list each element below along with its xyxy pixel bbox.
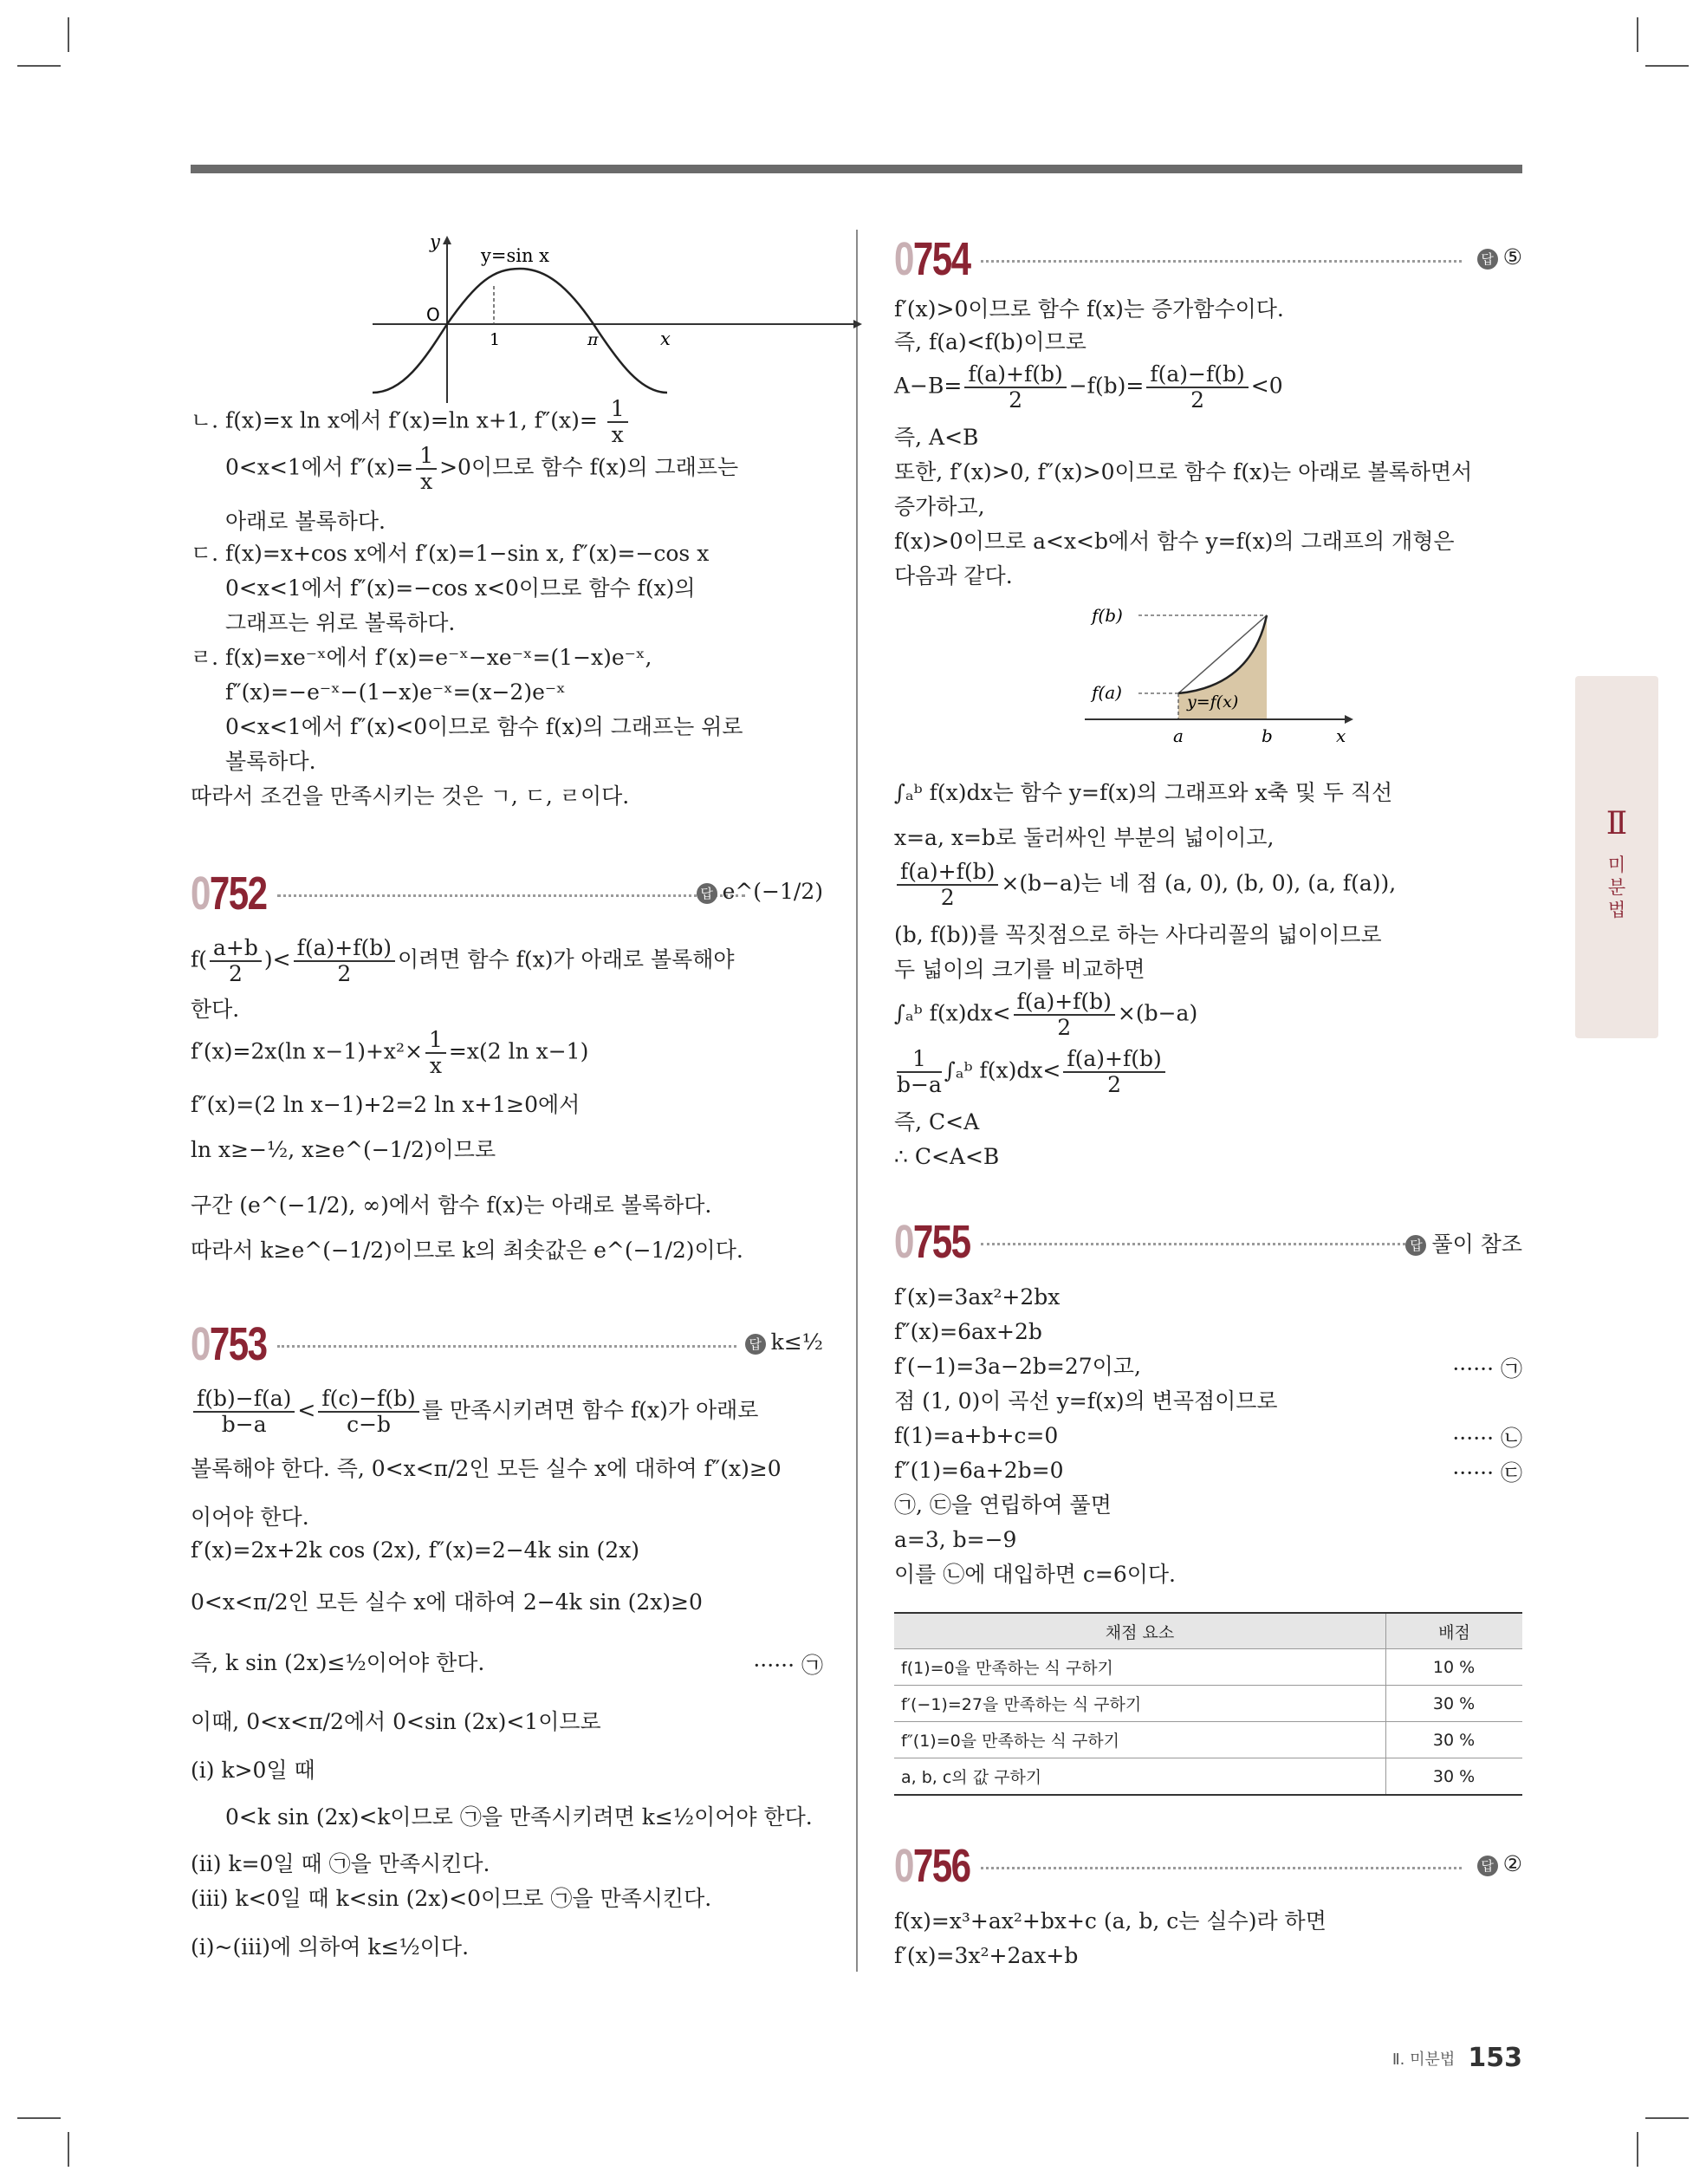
answer: 답 k≤½ <box>745 1329 823 1355</box>
text-line: 즉, k sin (2x)≤½이어야 한다. <box>191 1650 485 1675</box>
text-line: ∫ₐᵇ f(x)dx는 함수 y=f(x)의 그래프와 x축 및 두 직선 <box>894 780 1393 805</box>
dotted-leader <box>277 1345 736 1348</box>
answer-mark-icon: 답 <box>697 883 717 904</box>
table-cell: f(1)=0을 만족하는 식 구하기 <box>894 1649 1386 1686</box>
problem-number: 0752 <box>191 868 267 920</box>
equation-marker: ······ ㉠ <box>1452 1356 1522 1381</box>
text-line: f(x)=x³+ax²+bx+c (a, b, c는 실수)라 하면 <box>894 1908 1327 1934</box>
answer-mark-icon: 답 <box>1405 1235 1426 1256</box>
dotted-leader <box>981 260 1462 263</box>
crop-mark <box>68 17 69 52</box>
equation-marker: ······ ㉡ <box>1452 1426 1522 1451</box>
answer: 답 ② <box>1477 1851 1522 1876</box>
table-row <box>894 1758 1522 1796</box>
table-row <box>894 1686 1522 1722</box>
fraction: $\frac{f(a)+f(b)}{2}$ <box>294 936 395 986</box>
graph-curve-label: y=f(x) <box>1187 692 1239 712</box>
crop-mark <box>17 65 61 67</box>
answer-mark-icon: 답 <box>1477 249 1498 270</box>
header-rule <box>191 165 1522 173</box>
answer-mark-icon: 답 <box>1477 1856 1498 1876</box>
graph-curve-label: y=sin x <box>481 245 549 266</box>
answer: 답 ⑤ <box>1477 244 1522 270</box>
text-line: 볼록하다. <box>225 749 316 774</box>
graph-x-label: x <box>1336 725 1346 746</box>
text-line: 0<x<π/2인 모든 실수 x에 대하여 2−4k sin (2x)≥0 <box>191 1589 703 1615</box>
crop-mark <box>1637 2132 1638 2167</box>
text-line: ∴ C<A<B <box>894 1144 1000 1169</box>
problem-header-0755 <box>894 1215 1522 1271</box>
graph-fb-label: f(b) <box>1092 605 1123 626</box>
text-line: f′(x)=2x+2k cos (2x), f″(x)=2−4k sin (2x) <box>191 1537 640 1563</box>
text-line: ㄷ. f(x)=x+cos x에서 f′(x)=1−sin x, f″(x)=−cos x <box>191 541 710 566</box>
text-line: 따라서 조건을 만족시키는 것은 ㄱ, ㄷ, ㄹ이다. <box>191 783 630 809</box>
text-line: f(x)>0이므로 a<x<b에서 함수 y=f(x)의 그래프의 개형은 <box>894 529 1455 554</box>
problem-header-0752 <box>191 867 823 922</box>
fraction: $\frac{f(b)-f(a)}{b-a}$ <box>193 1387 295 1437</box>
fraction: $\frac{f(c)-f(b)}{c-b}$ <box>318 1387 418 1437</box>
crop-mark <box>1645 2117 1689 2119</box>
text-line: 그래프는 위로 볼록하다. <box>225 610 456 635</box>
fraction: $\frac{1}{x}$ <box>416 444 437 494</box>
graph-b-label: b <box>1262 725 1273 746</box>
text-line: (ⅱ) k=0일 때 ㉠을 만족시킨다. <box>191 1851 490 1876</box>
text-line: 즉, C<A <box>894 1109 980 1134</box>
text-line: 0<x<1에서 f″(x)= $\frac{1}{x}$ >0이므로 함수 f(x)의 그래프는 <box>225 443 739 494</box>
table-cell: 30 % <box>1386 1686 1523 1722</box>
fraction: $\frac{f(a)+f(b)}{2}$ <box>1063 1047 1164 1097</box>
text-line: f′(x)=3x²+2ax+b <box>894 1943 1079 1968</box>
text-line: 0<x<1에서 f″(x)=−cos x<0이므로 함수 f(x)의 <box>225 575 696 601</box>
text-line: ㄴ. f(x)=x ln x에서 f′(x)=ln x+1, f″(x)= $\frac{1}{x}$ <box>191 397 631 447</box>
dotted-leader <box>277 894 745 897</box>
fraction: $\frac{f(a)+f(b)}{2}$ <box>964 362 1066 413</box>
text-line: f( $\frac{a+b}{2}$ )< $\frac{f(a)+f(b)}{2}$ 이려면 함수 f(x)가 아래로 볼록해야 <box>191 935 735 986</box>
problem-number: 0756 <box>894 1840 970 1892</box>
text-line: f(1)=a+b+c=0 <box>894 1423 1059 1448</box>
table-cell: a, b, c의 값 구하기 <box>894 1758 1386 1796</box>
text-line: ∫ₐᵇ f(x)dx< $\frac{f(a)+f(b)}{2}$ ×(b−a) <box>894 989 1198 1040</box>
text-line: 볼록해야 한다. 즉, 0<x<π/2인 모든 실수 x에 대하여 f″(x)≥0 <box>191 1456 782 1481</box>
problem-number: 0753 <box>191 1318 267 1370</box>
problem-header-0753 <box>191 1317 823 1373</box>
text-line: 0<k sin (2x)<k이므로 ㉠을 만족시키려면 k≤½이어야 한다. <box>225 1804 813 1830</box>
fraction: $\frac{f(a)+f(b)}{2}$ <box>897 860 998 910</box>
page-number: 153 <box>1468 2043 1522 2073</box>
text-line: 다음과 같다. <box>894 563 1013 588</box>
answer-mark-icon: 답 <box>745 1334 766 1355</box>
equation-marker: ······ ㉢ <box>1452 1460 1522 1485</box>
fraction: $\frac{1}{x}$ <box>607 397 628 447</box>
text-line: 즉, f(a)<f(b)이므로 <box>894 329 1087 354</box>
table-header: 배점 <box>1386 1613 1523 1649</box>
text-line: f′(x)=2x(ln x−1)+x²× $\frac{1}{x}$ =x(2 ln x−1) <box>191 1027 589 1078</box>
text-line: 즉, A<B <box>894 425 979 450</box>
problem-header-0756 <box>894 1839 1522 1895</box>
problem-number: 0754 <box>894 233 970 285</box>
fraction: $\frac{1}{x}$ <box>425 1028 446 1078</box>
fraction: $\frac{f(a)+f(b)}{2}$ <box>1014 990 1115 1040</box>
crop-mark <box>1637 17 1638 52</box>
text-line: 0<x<1에서 f″(x)<0이므로 함수 f(x)의 그래프는 위로 <box>225 714 743 739</box>
text-line: (b, f(b))를 꼭짓점으로 하는 사다리꼴의 넓이이므로 <box>894 922 1382 947</box>
footer-chapter: Ⅱ. 미분법 <box>1391 2050 1456 2069</box>
text-line: (ⅰ)~(ⅲ)에 의하여 k≤½이다. <box>191 1934 470 1960</box>
text-line: 한다. <box>191 997 240 1022</box>
chapter-roman-numeral: Ⅱ <box>1605 806 1628 842</box>
text-line: ㄹ. f(x)=xe⁻ˣ에서 f′(x)=e⁻ˣ−xe⁻ˣ=(1−x)e⁻ˣ, <box>191 645 652 670</box>
page-footer <box>1392 2043 1522 2073</box>
text-line: 아래로 볼록하다. <box>225 509 386 534</box>
text-line: 이때, 0<x<π/2에서 0<sin (2x)<1이므로 <box>191 1709 601 1734</box>
graph-x-label: x <box>660 328 671 349</box>
crop-mark <box>68 2132 69 2167</box>
text-line: $\frac{f(b)-f(a)}{b-a}$ < $\frac{f(c)-f(b)}{c-b}$ 를 만족시키려면 함수 f(x)가 아래로 <box>191 1387 758 1437</box>
answer: 답 e^(−1/2) <box>697 879 823 904</box>
graph-fa-label: f(a) <box>1092 682 1122 703</box>
text-line: f″(x)=(2 ln x−1)+2=2 ln x+1≥0에서 <box>191 1092 581 1117</box>
chapter-side-tab <box>1575 676 1658 1038</box>
text-line: f″(1)=6a+2b=0 <box>894 1458 1064 1483</box>
text-line: 구간 (e^(−1/2), ∞)에서 함수 f(x)는 아래로 볼록하다. <box>191 1193 712 1218</box>
graph-y-label: y <box>430 234 440 252</box>
text-line: f′(−1)=3a−2b=27이고, <box>894 1354 1141 1379</box>
text-line: 증가하고, <box>894 494 985 519</box>
fraction: $\frac{1}{b-a}$ <box>897 1046 942 1097</box>
problem-header-0754 <box>894 232 1522 288</box>
answer: 답 풀이 참조 <box>1405 1227 1522 1258</box>
sine-graph <box>364 234 866 407</box>
table-row <box>894 1649 1522 1686</box>
crop-mark <box>17 2117 61 2119</box>
text-line: 따라서 k≥e^(−1/2)이므로 k의 최솟값은 e^(−1/2)이다. <box>191 1238 743 1263</box>
text-line: 또한, f′(x)>0, f″(x)>0이므로 함수 f(x)는 아래로 볼록하면서 <box>894 459 1473 484</box>
table-row <box>894 1722 1522 1758</box>
text-line: 이를 ㉡에 대입하면 c=6이다. <box>894 1562 1176 1587</box>
area-graph <box>1085 598 1362 763</box>
equation-marker: ······ ㉠ <box>753 1653 823 1678</box>
text-line: 두 넓이의 크기를 비교하면 <box>894 957 1145 982</box>
text-line: f′(x)>0이므로 함수 f(x)는 증가함수이다. <box>894 296 1284 322</box>
table-header-row <box>894 1613 1522 1649</box>
text-line: $\frac{f(a)+f(b)}{2}$ ×(b−a)는 네 점 (a, 0), (b, 0), (a, f(a)), <box>894 860 1396 910</box>
dotted-leader <box>981 1867 1462 1869</box>
text-line: f″(x)=−e⁻ˣ−(1−x)e⁻ˣ=(x−2)e⁻ˣ <box>225 679 566 705</box>
dotted-leader <box>981 1243 1405 1245</box>
text-line: 이어야 한다. <box>191 1505 309 1530</box>
text-line: A−B= $\frac{f(a)+f(b)}{2}$ −f(b)= $\frac{f(a)-f(b)}{2}$ <0 <box>894 361 1283 413</box>
text-line: 점 (1, 0)이 곡선 y=f(x)의 변곡점이므로 <box>894 1388 1278 1414</box>
table-cell: 10 % <box>1386 1649 1523 1686</box>
text-line: (ⅲ) k<0일 때 k<sin (2x)<0이므로 ㉠을 만족시킨다. <box>191 1886 712 1911</box>
text-line: f″(x)=6ax+2b <box>894 1319 1042 1344</box>
table-cell: 30 % <box>1386 1722 1523 1758</box>
problem-number: 0755 <box>894 1216 970 1268</box>
column-divider <box>856 230 858 1972</box>
text-line: (ⅰ) k>0일 때 <box>191 1758 315 1783</box>
text-line: ㉠, ㉢을 연립하여 풀면 <box>894 1492 1112 1518</box>
text-line: ln x≥−½, x≥e^(−1/2)이므로 <box>191 1137 496 1162</box>
chapter-title-vertical: 미 분 법 <box>1607 855 1626 920</box>
fraction: $\frac{a+b}{2}$ <box>210 936 262 986</box>
text-line: $\frac{1}{b-a}$ ∫ₐᵇ f(x)dx< $\frac{f(a)+f(b)}{2}$ <box>894 1047 1168 1097</box>
graph-tick-1: 1 <box>490 330 501 349</box>
table-cell: f″(1)=0을 만족하는 식 구하기 <box>894 1722 1386 1758</box>
fraction: $\frac{f(a)-f(b)}{2}$ <box>1146 362 1248 413</box>
scoring-table <box>894 1612 1522 1796</box>
graph-tick-pi: π <box>587 330 599 349</box>
crop-mark <box>1645 65 1689 67</box>
table-cell: 30 % <box>1386 1758 1523 1796</box>
graph-a-label: a <box>1173 725 1184 746</box>
table-header: 채점 요소 <box>894 1613 1386 1649</box>
table-cell: f′(−1)=27을 만족하는 식 구하기 <box>894 1686 1386 1722</box>
text-line: a=3, b=−9 <box>894 1527 1017 1552</box>
graph-origin-label: O <box>426 304 440 325</box>
text-line: x=a, x=b로 둘러싸인 부분의 넓이이고, <box>894 825 1275 850</box>
text-line: f′(x)=3ax²+2bx <box>894 1284 1061 1310</box>
